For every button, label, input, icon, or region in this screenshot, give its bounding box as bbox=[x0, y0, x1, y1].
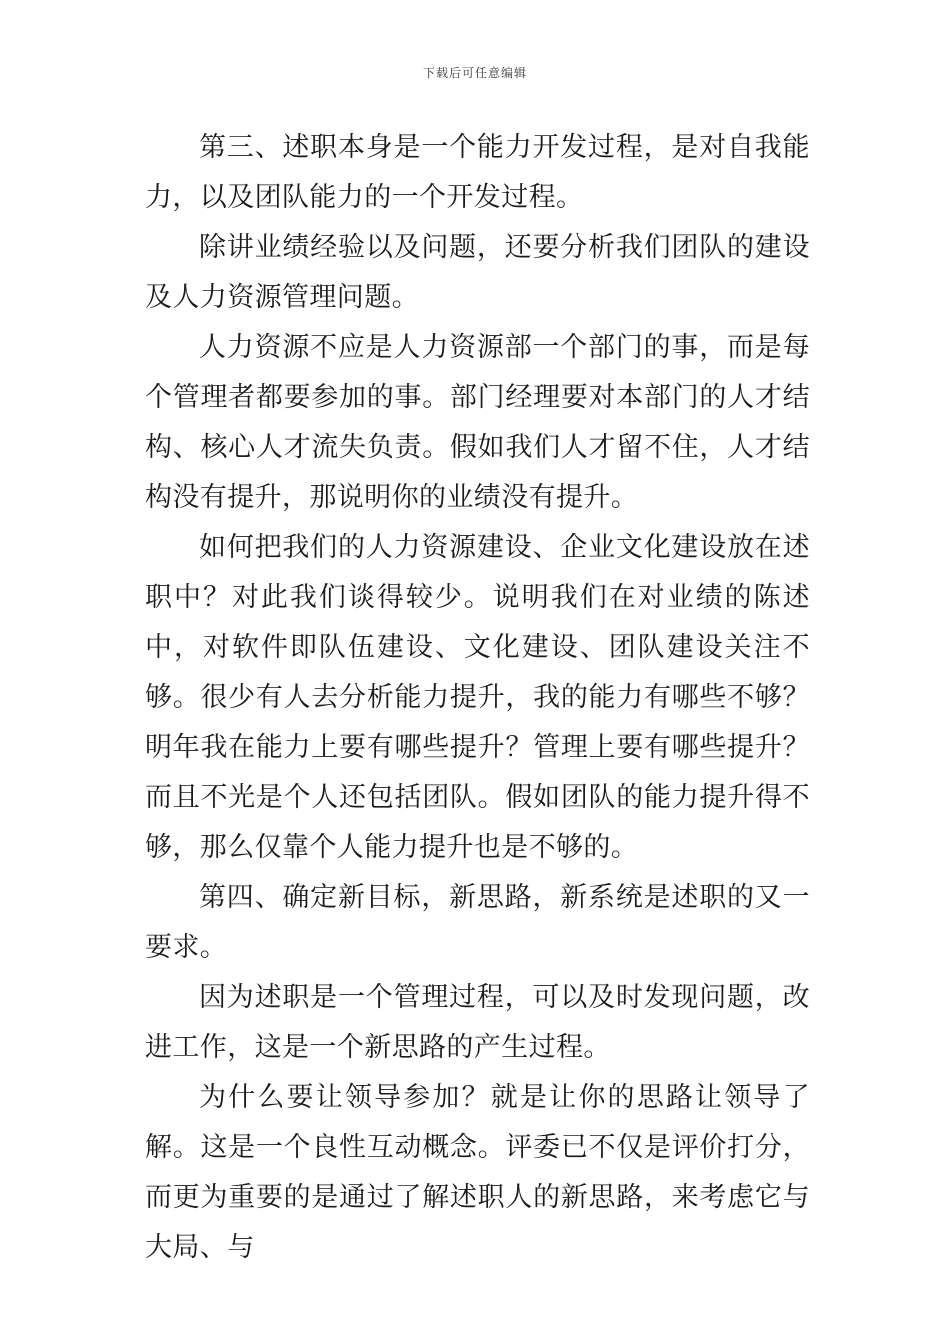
paragraph: 人力资源不应是人力资源部一个部门的事，而是每个管理者都要参加的事。部门经理要对本部门的人才结构、核心人才流失负责。假如我们人才留不住，人才结构没有提升，那说明你的业绩没有提升。 bbox=[145, 332, 810, 513]
paragraph: 第三、述职本身是一个能力开发过程，是对自我能力，以及团队能力的一个开发过程。 bbox=[145, 132, 810, 213]
paragraph: 为什么要让领导参加？就是让你的思路让领导了解。这是一个良性互动概念。评委已不仅是评价打分，而更为重要的是通过了解述职人的新思路，来考虑它与大局、与 bbox=[145, 1082, 810, 1263]
paragraph: 第四、确定新目标，新思路，新系统是述职的又一要求。 bbox=[145, 882, 810, 963]
page-header: 下载后可任意编辑 bbox=[422, 66, 527, 80]
paragraph: 如何把我们的人力资源建设、企业文化建设放在述职中？对此我们谈得较少。说明我们在对业绩的陈述中，对软件即队伍建设、文化建设、团队建设关注不够。很少有人去分析能力提升，我的能力有哪些不够？明年我在能力上要有哪些提升？管理上要有哪些提升？而且不光是个人还包括团队。假如团队的能力提升得不够，那么仅靠个人能力提升也是不够的。 bbox=[145, 532, 810, 863]
paragraph: 除讲业绩经验以及问题，还要分析我们团队的建设及人力资源管理问题。 bbox=[145, 232, 810, 313]
document-body bbox=[145, 123, 810, 1273]
paragraph: 因为述职是一个管理过程，可以及时发现问题，改进工作，这是一个新思路的产生过程。 bbox=[145, 982, 810, 1063]
